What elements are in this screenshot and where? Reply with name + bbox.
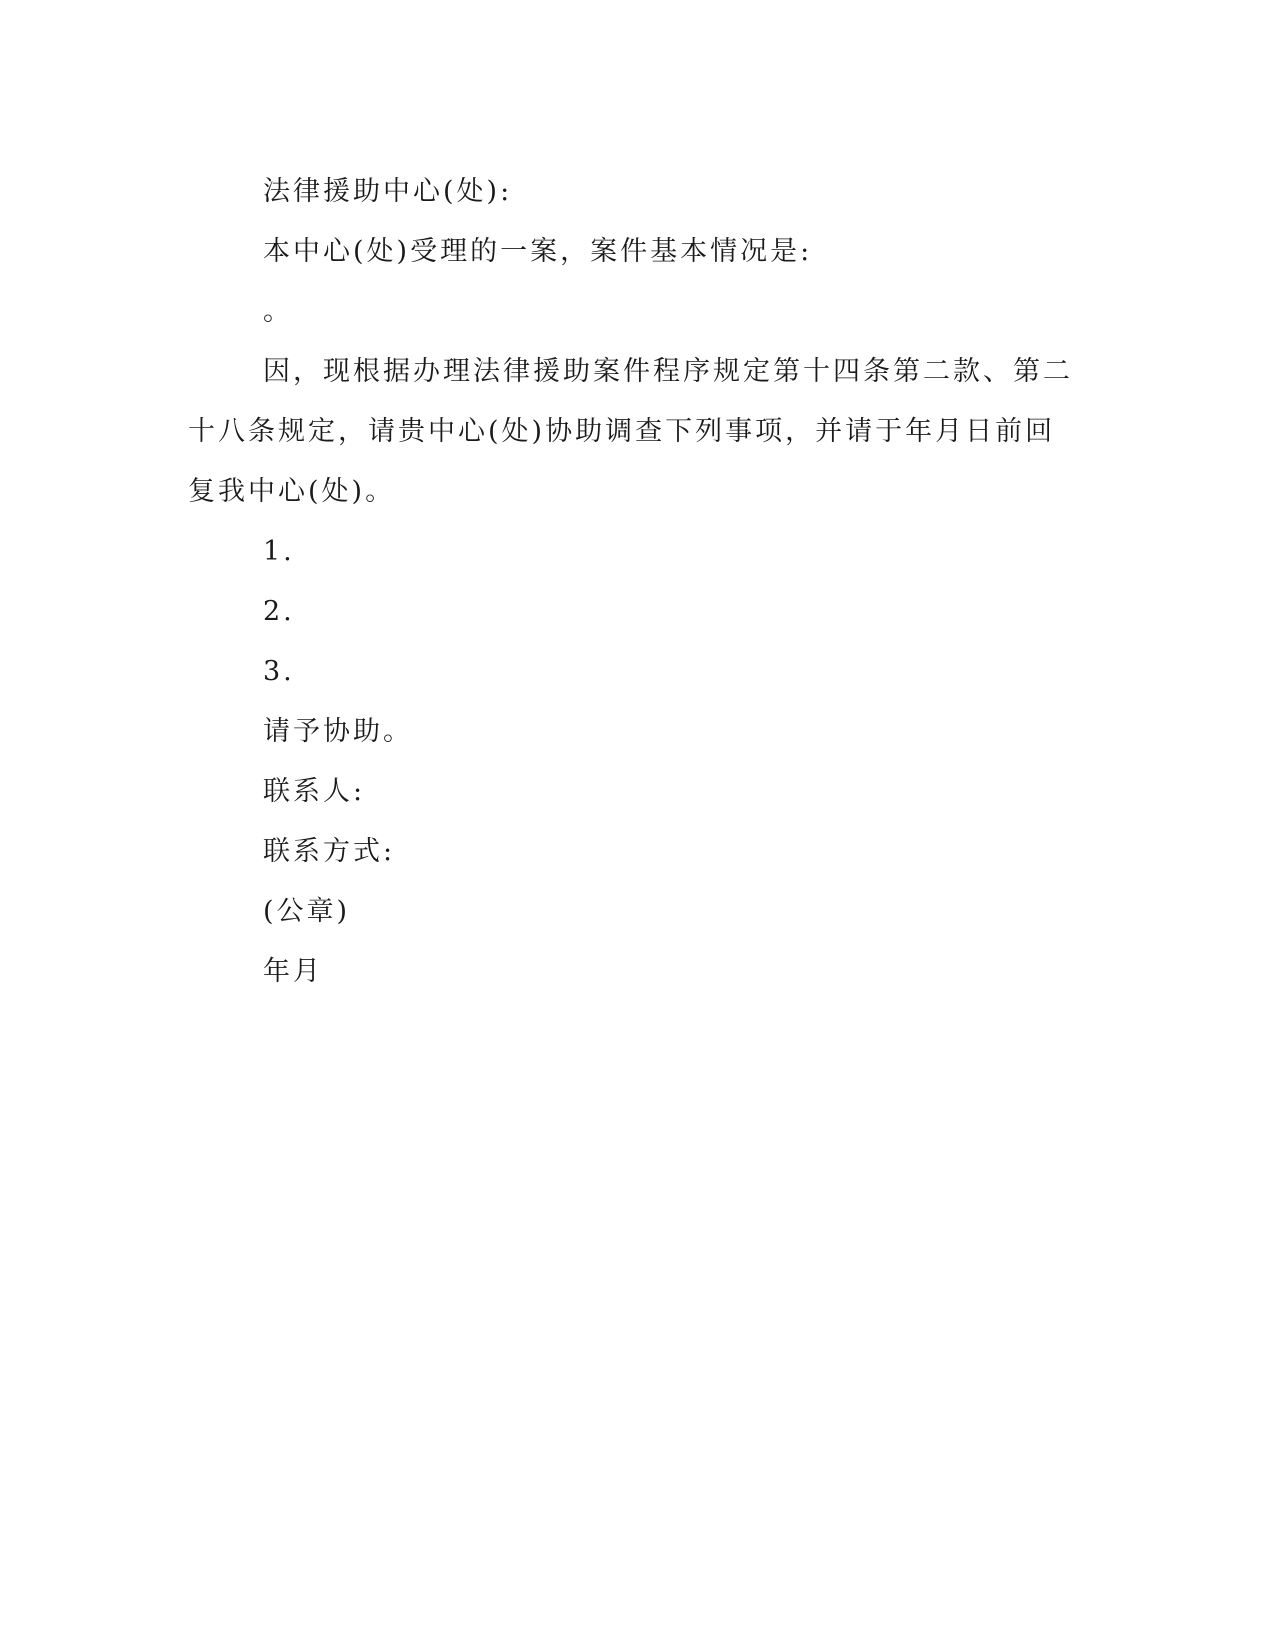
list-item-3: 3.	[263, 656, 295, 687]
list-item-2: 2.	[263, 596, 295, 627]
list-item-1: 1.	[263, 536, 295, 567]
addressee-line: 法律援助中心(处):	[263, 176, 513, 207]
date-line: 年月	[263, 956, 323, 987]
closing-request: 请予协助。	[263, 716, 413, 747]
case-intro-paragraph: 本中心(处)受理的一案，案件基本情况是:	[263, 236, 813, 267]
request-paragraph: 因，现根据办理法律援助案件程序规定第十四条第二款、第二十八条规定，请贵中心(处)协助调查下列事项，并请于年月日前回复我中心(处)。	[188, 356, 1073, 507]
official-seal-line: (公章)	[263, 896, 351, 927]
contact-person-line: 联系人:	[263, 776, 366, 807]
document-body	[188, 162, 1078, 1002]
case-details-blank: 。	[263, 296, 293, 327]
contact-method-line: 联系方式:	[263, 836, 396, 867]
